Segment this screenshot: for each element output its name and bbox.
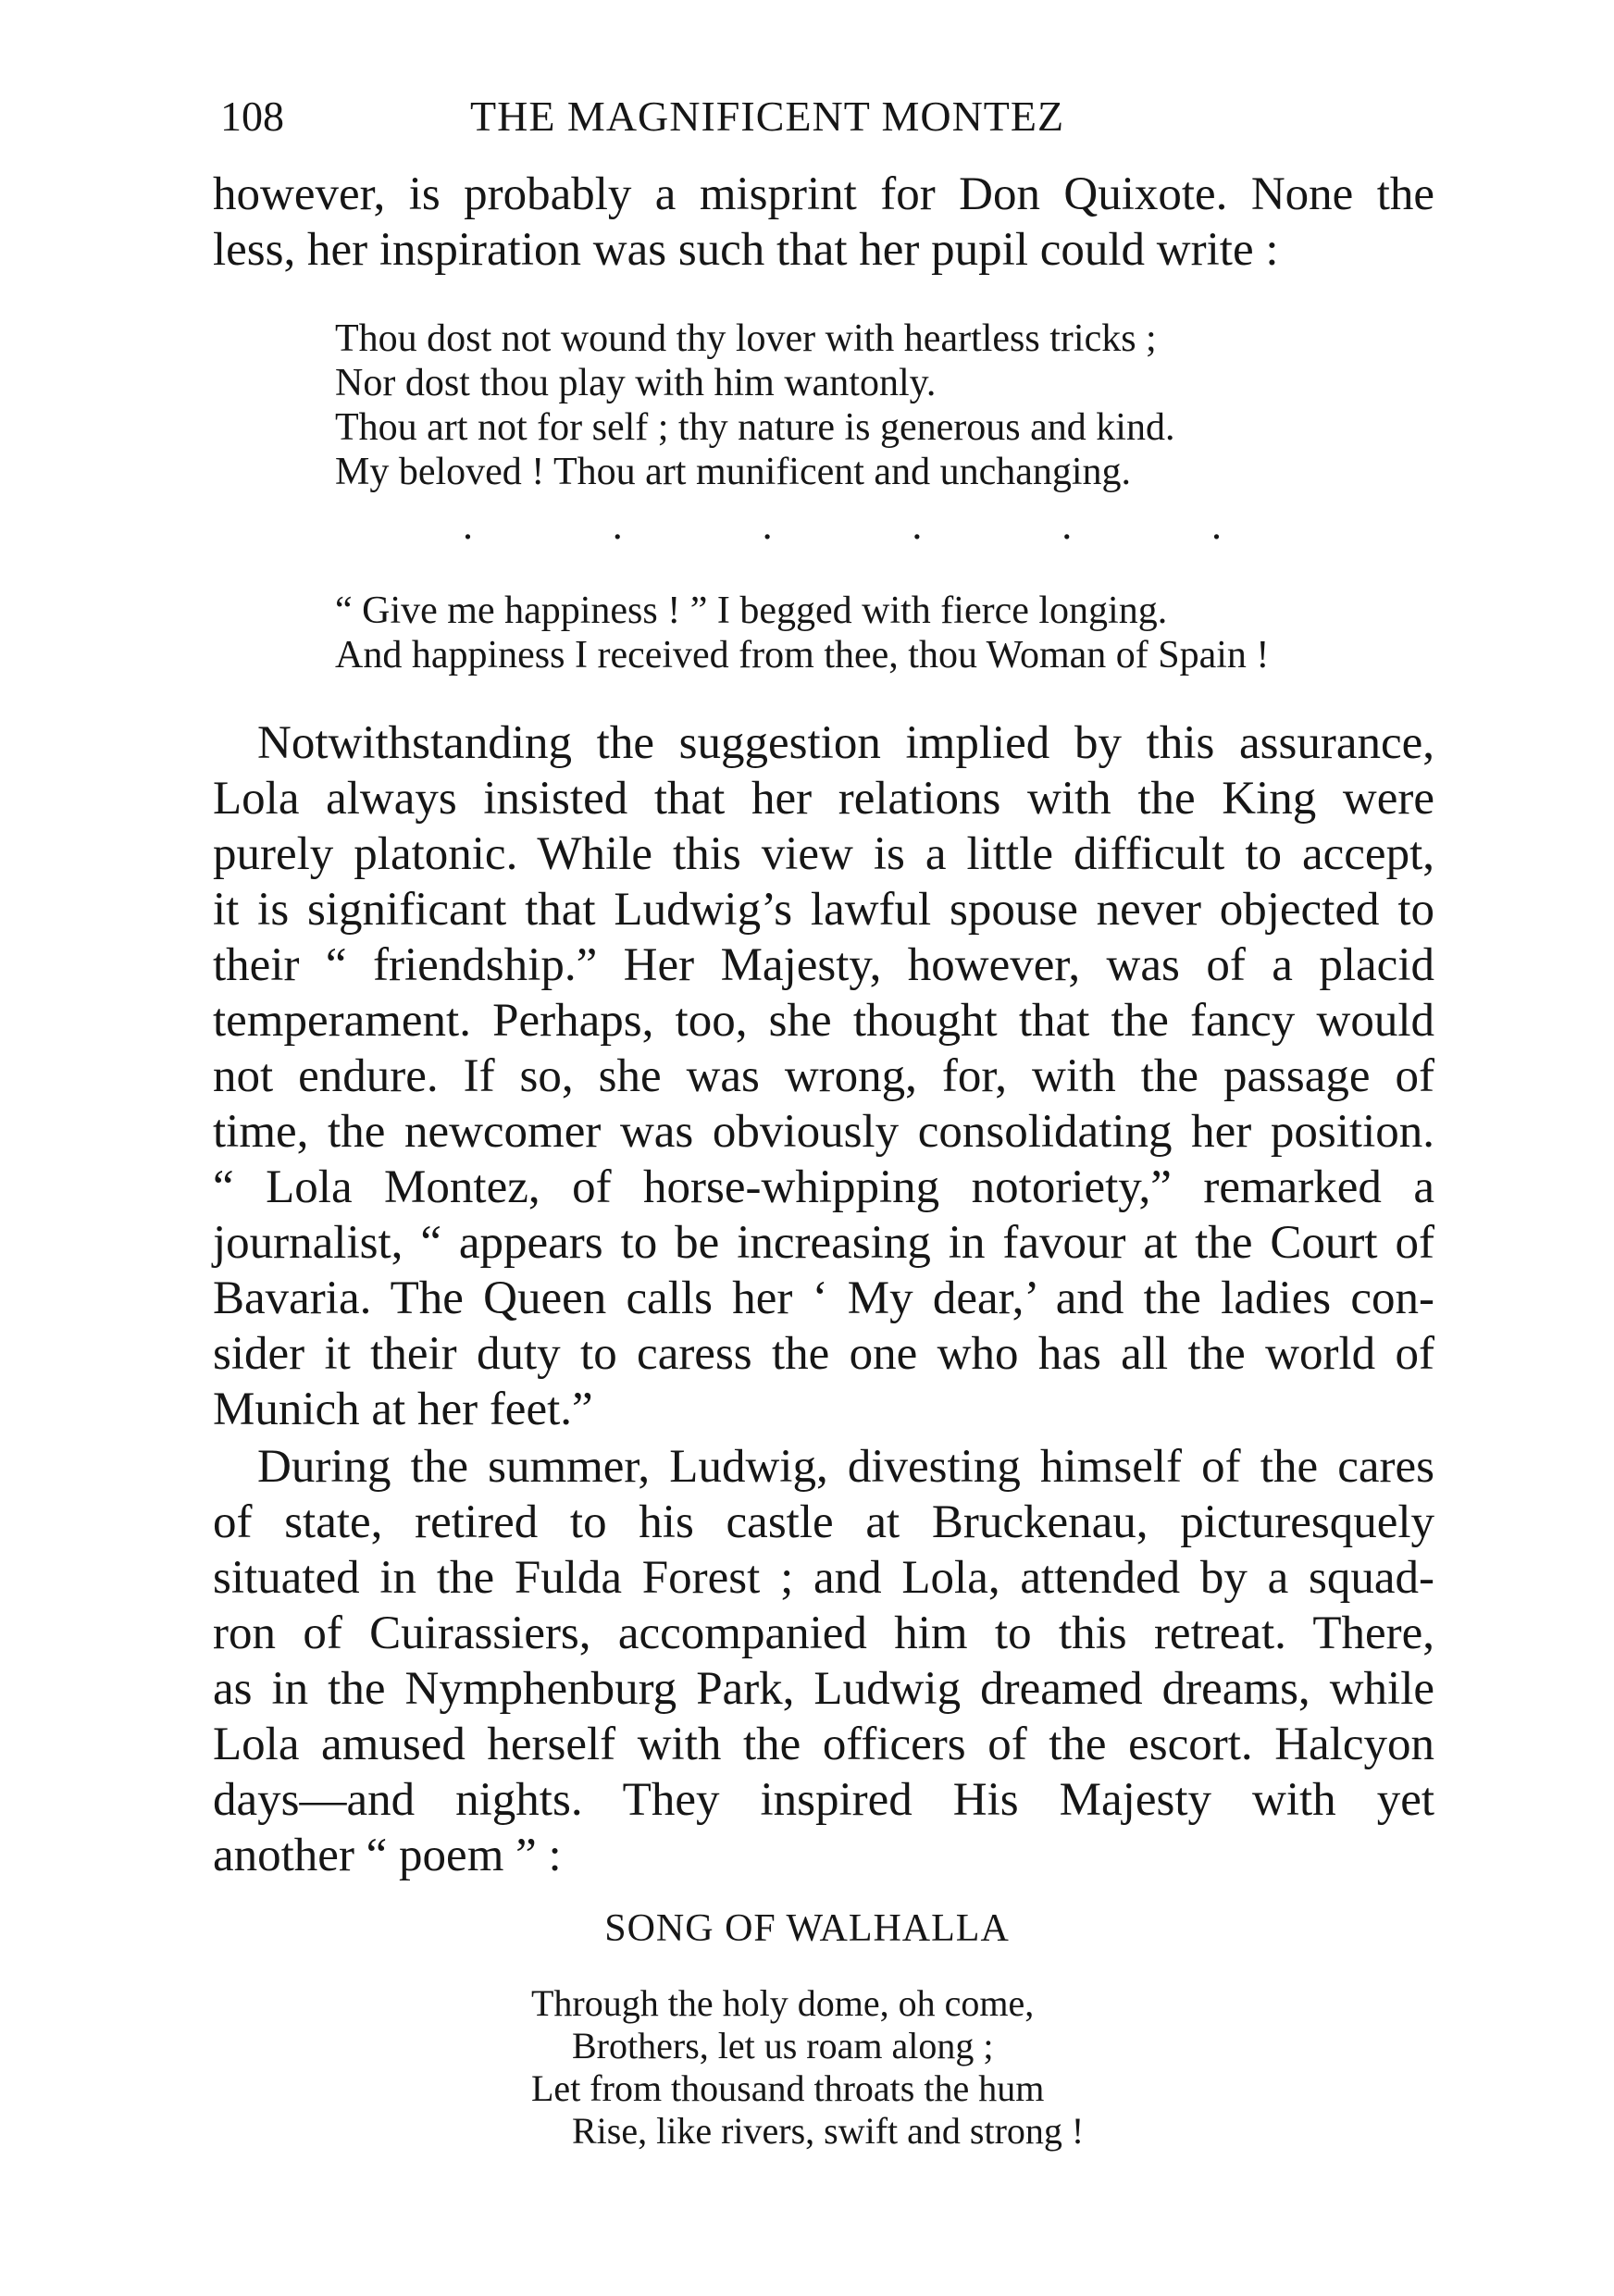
verse-line: My beloved ! Thou art munificent and unchanging. (335, 451, 1132, 493)
text-line: days—and nights. They inspired His Majesty with yet (213, 1774, 1434, 1826)
verse-line: Thou art not for self ; thy nature is generous and kind. (335, 406, 1175, 449)
ellipsis-dot: . (912, 503, 923, 548)
intro-paragraph (213, 167, 1434, 278)
text-line: journalist, “ appears to be increasing in favour at the Court of (213, 1217, 1434, 1269)
main-paragraph (213, 715, 1434, 1437)
text-line: situated in the Fulda Forest ; and Lola, attended by a squad- (213, 1552, 1434, 1604)
text-line: ron of Cuirassiers, accompanied him to this retreat. There, (213, 1607, 1434, 1659)
verse-line: Through the holy dome, oh come, (531, 1982, 1035, 2024)
text-line: Lola always insisted that her relations with the King were (213, 773, 1434, 825)
text-line: Munich at her feet.” (213, 1384, 593, 1435)
verse-line: Rise, like rivers, swift and strong ! (572, 2110, 1085, 2152)
text-line: “ Lola Montez, of horse-whipping notoriety,” remarked a (213, 1161, 1434, 1213)
text-line: time, the newcomer was obviously consolidating her position. (213, 1106, 1434, 1158)
ellipsis-dot: . (762, 503, 773, 548)
poem-verse-continued (335, 589, 1269, 677)
text-line: of state, retired to his castle at Bruckenau, picturesquely (213, 1496, 1434, 1548)
second-paragraph (213, 1439, 1434, 1883)
poem-verse (335, 316, 1174, 494)
song-verse (531, 1982, 1084, 2153)
text-line: Notwithstanding the suggestion implied by this assurance, (257, 717, 1434, 769)
ellipsis-row (463, 503, 1222, 548)
text-line: Bavaria. The Queen calls her ‘ My dear,’ and the ladies con- (213, 1272, 1434, 1324)
verse-line: Brothers, let us roam along ; (572, 2025, 994, 2066)
ellipsis-dot: . (612, 503, 623, 548)
running-title: THE MAGNIFICENT MONTEZ (470, 93, 1065, 140)
text-line: as in the Nymphenburg Park, Ludwig dreamed dreams, while (213, 1663, 1434, 1715)
text-line: temperament. Perhaps, too, she thought that the fancy would (213, 995, 1434, 1047)
text-line: however, is probably a misprint for Don Quixote. None the (213, 168, 1434, 220)
verse-line: Thou dost not wound thy lover with heartless tricks ; (335, 317, 1157, 360)
verse-line: And happiness I received from thee, thou Woman of Spain ! (335, 634, 1270, 676)
text-line: purely platonic. While this view is a little difficult to accept, (213, 828, 1434, 880)
text-line: not endure. If so, she was wrong, for, with the passage of (213, 1050, 1434, 1102)
text-line: sider it their duty to caress the one who has all the world of (213, 1328, 1434, 1380)
page-number: 108 (220, 93, 284, 140)
running-head (220, 89, 1397, 144)
verse-line: “ Give me happiness ! ” I begged with fierce longing. (335, 590, 1168, 632)
text-line: another “ poem ” : (213, 1830, 562, 1881)
text-line: less, her inspiration was such that her pupil could write : (213, 224, 1279, 276)
text-line: During the summer, Ludwig, divesting himself of the cares (257, 1441, 1434, 1493)
text-line: Lola amused herself with the officers of the escort. Halcyon (213, 1719, 1434, 1770)
ellipsis-dot: . (463, 503, 473, 548)
text-line: it is significant that Ludwig’s lawful spouse never objected to (213, 884, 1434, 936)
verse-line: Let from thousand throats the hum (531, 2067, 1045, 2109)
ellipsis-dot: . (1062, 503, 1073, 548)
song-title: SONG OF WALHALLA (604, 1907, 1010, 1950)
text-line: their “ friendship.” Her Majesty, however, was of a placid (213, 939, 1434, 991)
verse-line: Nor dost thou play with him wantonly. (335, 362, 937, 404)
ellipsis-dot: . (1210, 503, 1222, 548)
